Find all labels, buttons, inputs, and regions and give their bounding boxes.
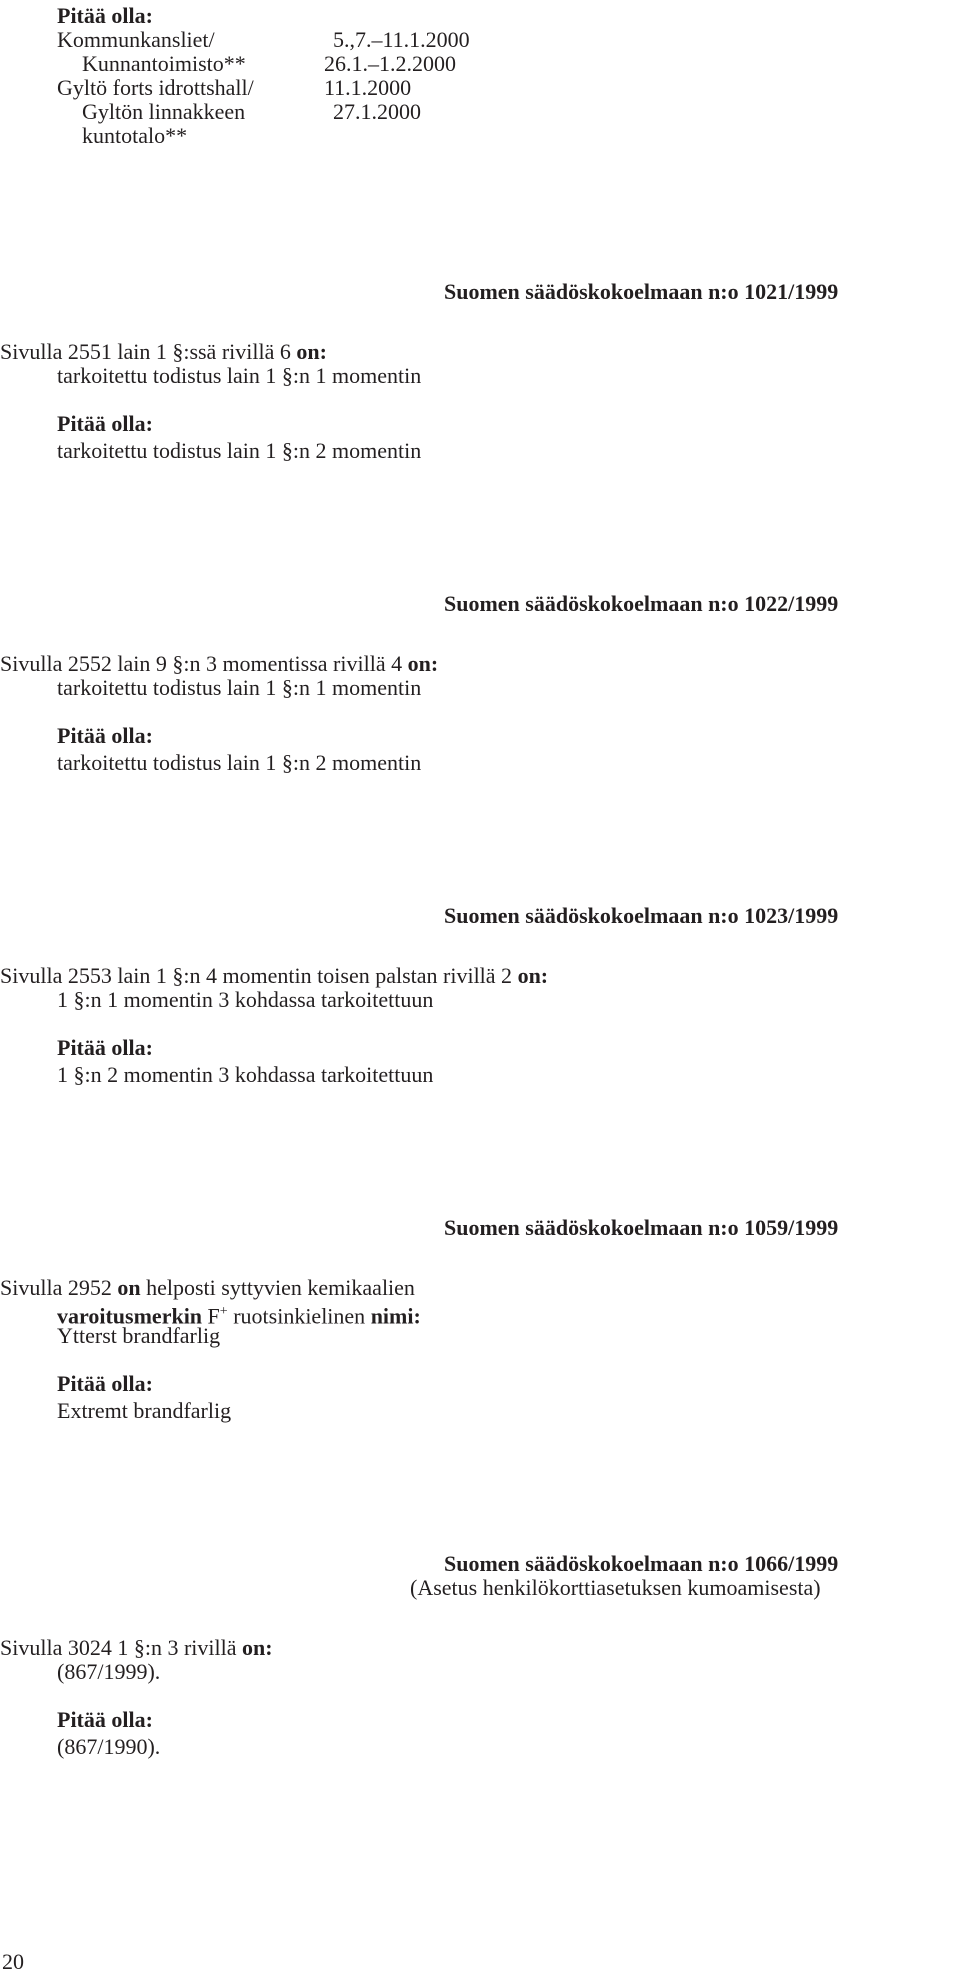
- pitaa-olla-label: Pitää olla:: [57, 411, 153, 436]
- top-row-place: kuntotalo**: [82, 123, 188, 148]
- pitaa-olla-label: Pitää olla:: [57, 723, 153, 748]
- top-row-place: Gyltön linnakkeen: [82, 99, 246, 124]
- section-intro: Sivulla 3024 1 §:n 3 rivillä on:: [0, 1635, 273, 1660]
- top-row-place: Kommunkansliet/: [57, 27, 215, 52]
- section-intro: Sivulla 2952 on helposti syttyvien kemikaalien: [0, 1275, 415, 1300]
- old-text: tarkoitettu todistus lain 1 §:n 1 momentin: [57, 675, 422, 700]
- new-text: tarkoitettu todistus lain 1 §:n 2 momentin: [57, 750, 422, 775]
- new-text: (867/1990).: [57, 1734, 161, 1759]
- top-row-place: Gyltö forts idrottshall/: [57, 75, 254, 100]
- section-heading: Suomen säädöskokoelmaan n:o 1021/1999: [444, 279, 839, 304]
- section-intro: Sivulla 2553 lain 1 §:n 4 momentin toisen palstan rivillä 2 on:: [0, 963, 549, 988]
- old-text: (867/1999).: [57, 1659, 161, 1684]
- section-intro-continued: varoitusmerkin F+ ruotsinkielinen nimi:: [57, 1303, 421, 1329]
- top-row-date: 11.1.2000: [324, 75, 412, 100]
- flammable-symbol: F: [207, 1303, 220, 1329]
- section-intro: Sivulla 2552 lain 9 §:n 3 momentissa rivillä 4 on:: [0, 651, 439, 676]
- page-number: 20: [2, 1949, 24, 1974]
- section-intro: Sivulla 2551 lain 1 §:ssä rivillä 6 on:: [0, 339, 327, 364]
- old-text: Ytterst brandfarlig: [57, 1323, 221, 1348]
- top-row-date: 5.,7.–11.1.2000: [333, 27, 470, 52]
- top-row-date: 26.1.–1.2.2000: [324, 51, 456, 76]
- new-text: Extremt brandfarlig: [57, 1398, 232, 1423]
- section-heading: Suomen säädöskokoelmaan n:o 1022/1999: [444, 591, 839, 616]
- top-label: Pitää olla:: [57, 3, 153, 28]
- new-text: 1 §:n 2 momentin 3 kohdassa tarkoitettuun: [57, 1062, 434, 1087]
- new-text: tarkoitettu todistus lain 1 §:n 2 momentin: [57, 438, 422, 463]
- pitaa-olla-label: Pitää olla:: [57, 1035, 153, 1060]
- top-row-date: 27.1.2000: [333, 99, 421, 124]
- pitaa-olla-label: Pitää olla:: [57, 1371, 153, 1396]
- section-subheading: (Asetus henkilökorttiasetuksen kumoamisesta): [410, 1575, 821, 1600]
- old-text: 1 §:n 1 momentin 3 kohdassa tarkoitettuun: [57, 987, 434, 1012]
- top-row-place: Kunnantoimisto**: [82, 51, 246, 76]
- old-text: tarkoitettu todistus lain 1 §:n 1 momentin: [57, 363, 422, 388]
- section-heading: Suomen säädöskokoelmaan n:o 1066/1999: [444, 1551, 839, 1576]
- section-heading: Suomen säädöskokoelmaan n:o 1059/1999: [444, 1215, 839, 1240]
- section-heading: Suomen säädöskokoelmaan n:o 1023/1999: [444, 903, 839, 928]
- pitaa-olla-label: Pitää olla:: [57, 1707, 153, 1732]
